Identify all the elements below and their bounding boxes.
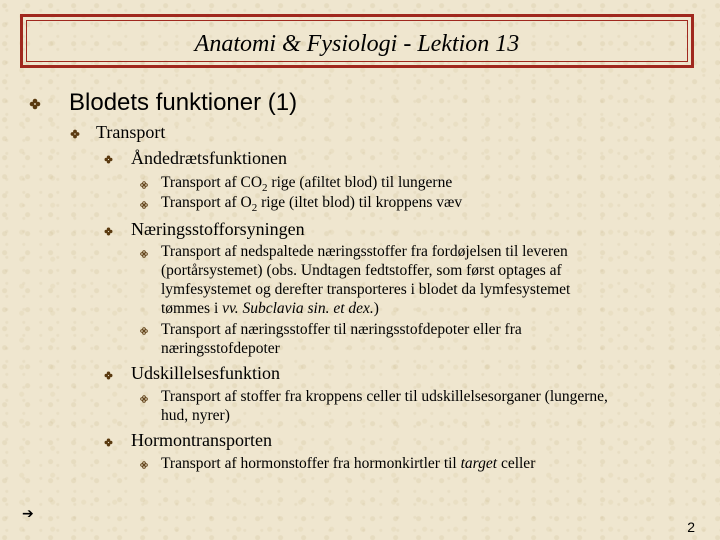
aande-item-1: Transport af $CO_2$ rige (afiltet blod) til lungerne [161, 174, 453, 195]
bullet-icon [104, 371, 113, 380]
naering-item-1-line-2: (portårsystemet) (obs. Undtagen fedtstoffer, som først optages af [161, 262, 562, 279]
bullet-icon [29, 98, 41, 110]
bullet-icon [104, 438, 113, 447]
item-transport: Transport [96, 122, 166, 142]
bullet-icon [104, 155, 113, 164]
hormon-item-1: Transport af hormonstoffer fra hormonkirtler til target celler [161, 455, 536, 472]
item-naering: Næringsstofforsyningen [131, 219, 305, 239]
heading: Blodets funktioner (1) [69, 89, 298, 116]
item-hormon: Hormontransporten [131, 430, 272, 450]
bullet-icon [140, 201, 148, 209]
naering-item-2-line-1: Transport af næringsstoffer til næringsstofdepoter eller fra [161, 321, 522, 338]
slide-title: Anatomi & Fysiologi - Lektion 13 [194, 31, 520, 57]
bullet-icon [140, 250, 148, 258]
title-box [20, 14, 694, 68]
item-udskillelse: Udskillelsesfunktion [131, 363, 280, 383]
bullet-icon [104, 227, 113, 236]
naering-item-1-line-1: Transport af nedspaltede næringsstoffer fra fordøjelsen til leveren [161, 243, 568, 260]
bullet-icon [70, 129, 80, 139]
bullet-icon [140, 461, 148, 469]
udskil-item-1-line-2: hud, nyrer) [161, 407, 230, 424]
naering-item-1-line-4: tømmes i vv. Subclavia sin. et dex.) [161, 300, 379, 317]
naering-item-1-line-3: lymfesystemet og derefter transporteres i blodet da lymfesystemet [161, 281, 571, 298]
bullet-icon [140, 395, 148, 403]
bullet-icon [140, 327, 148, 335]
next-arrow-icon[interactable]: ➔ [22, 506, 34, 522]
item-aandedraet: Åndedrætsfunktionen [131, 148, 287, 168]
aande-item-2: Transport af $O_2$ rige (iltet blod) til kroppens væv [161, 194, 463, 215]
bullet-icon [140, 181, 148, 189]
naering-item-2-line-2: næringsstofdepoter [161, 340, 280, 357]
page-number: 2 [687, 519, 695, 535]
udskil-item-1-line-1: Transport af stoffer fra kroppens celler til udskillelsesorganer (lungerne, [161, 388, 608, 405]
